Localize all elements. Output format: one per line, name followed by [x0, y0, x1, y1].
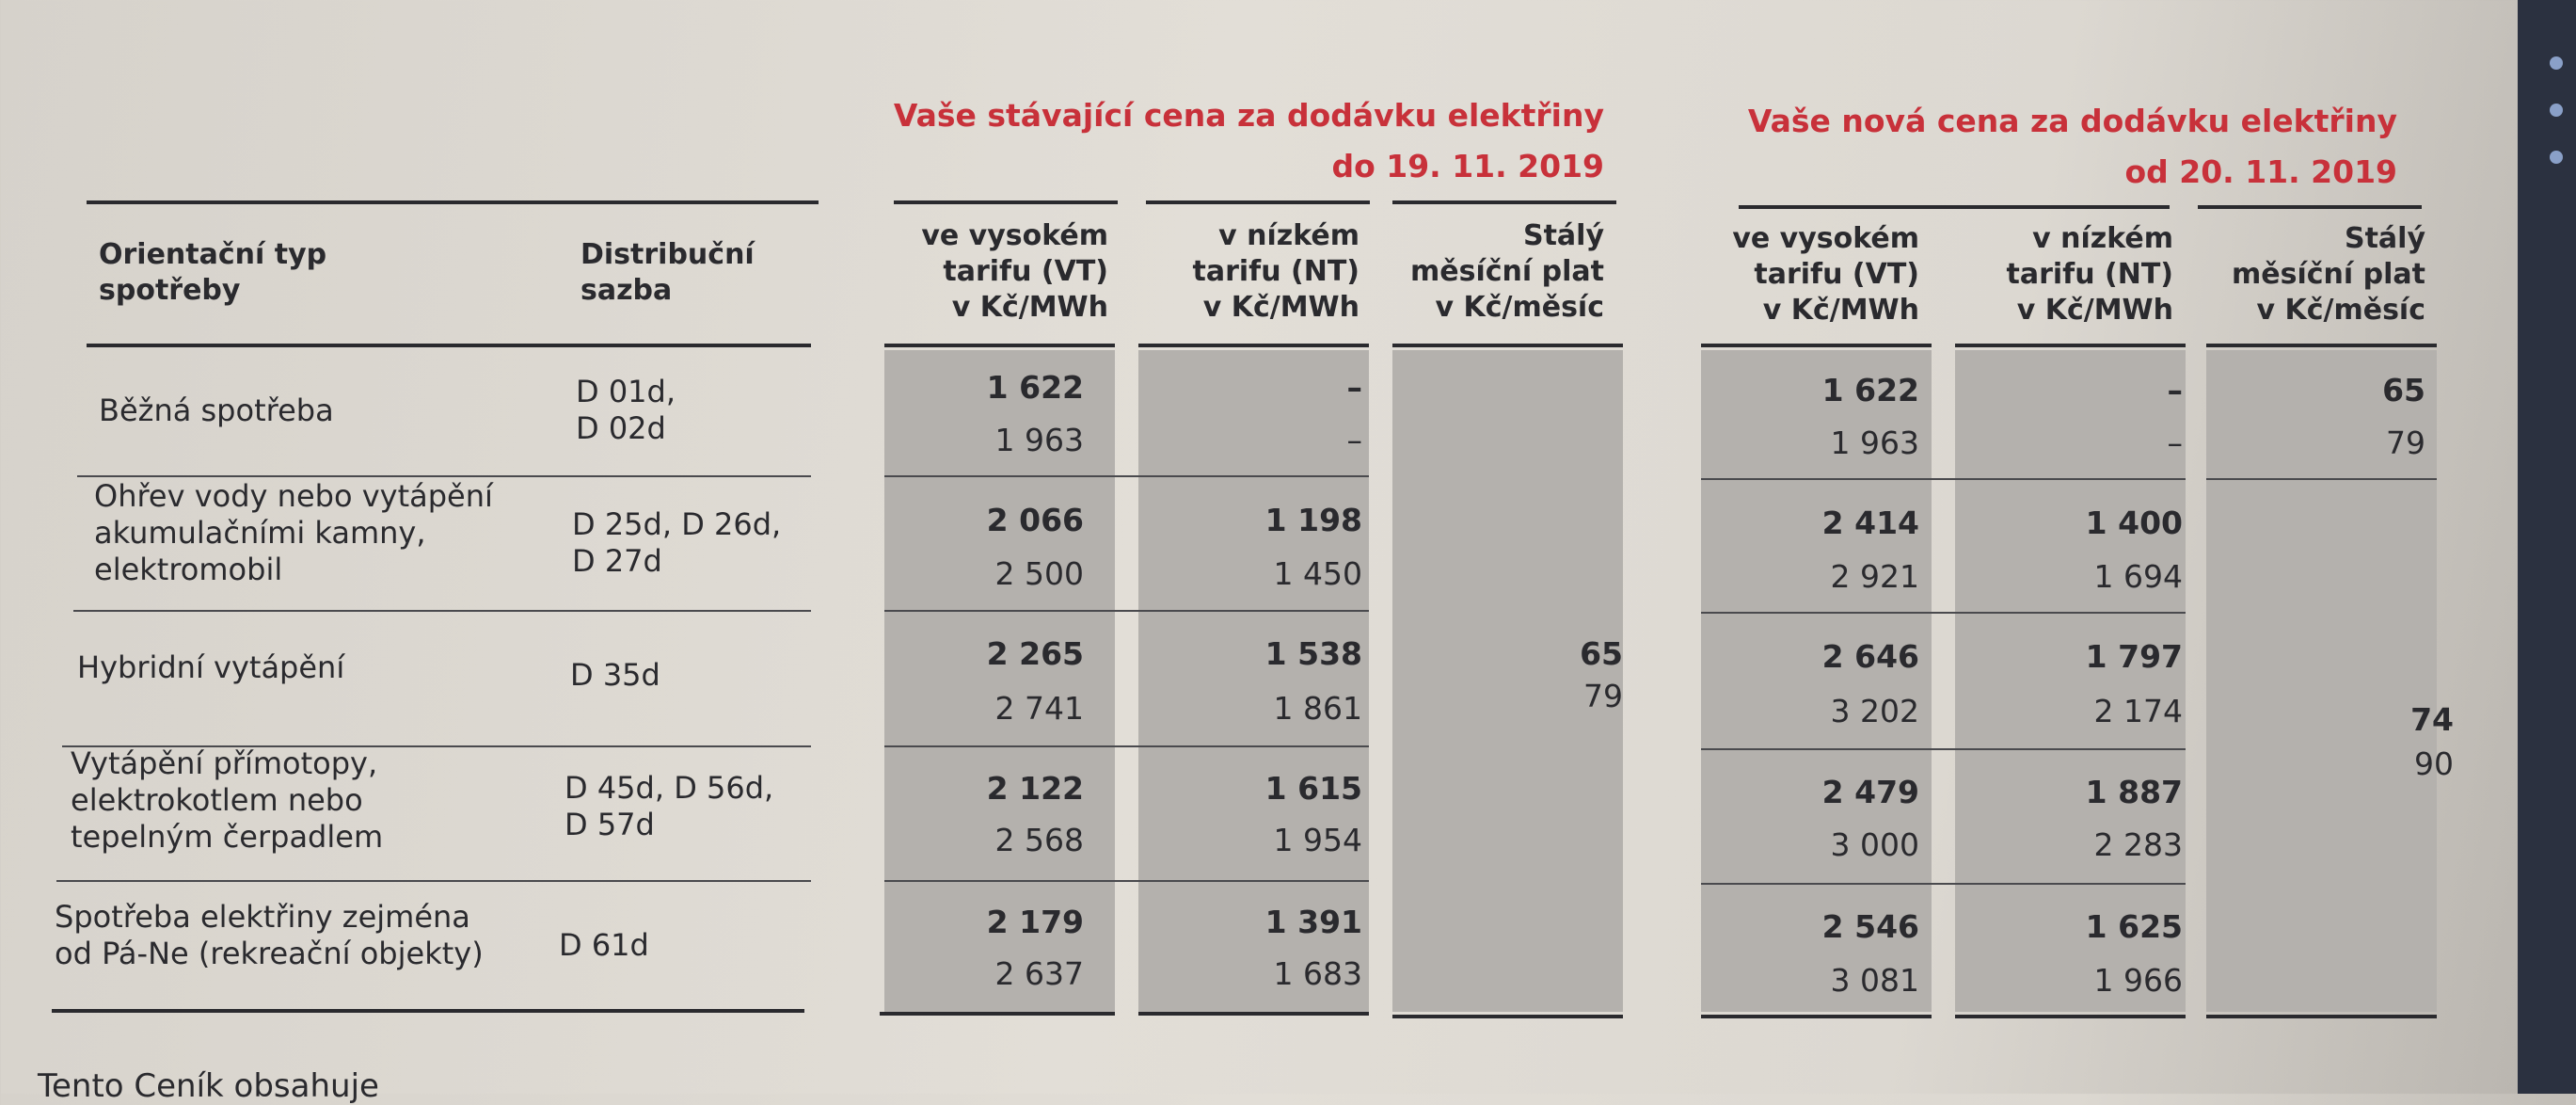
row-4-new-nt-1: 1 887: [2085, 774, 2183, 810]
row-1-new-fixed-1: 65: [2382, 372, 2425, 408]
bottom-rule: [880, 1012, 1115, 1016]
row-1-cur-vt-1: 1 622: [986, 369, 1084, 406]
bottom-rule: [52, 1009, 804, 1013]
column-header-new-nt: [1948, 221, 2173, 328]
row-separator: [1701, 748, 2186, 750]
row-separator: [1701, 612, 2186, 614]
header-line: v Kč/MWh: [2016, 294, 2173, 327]
row-4-new-vt-2: 3 000: [1830, 826, 1919, 863]
bottom-rule: [1392, 1015, 1623, 1018]
heading-line: od 20. 11. 2019: [2124, 153, 2397, 190]
row-1-cur-nt-1: –: [1346, 369, 1362, 406]
row-3-cur-vt-2: 2 741: [994, 690, 1084, 727]
column-header-rate: [580, 237, 755, 309]
row-2-rate: [572, 506, 781, 580]
row-2-cur-vt-2: 2 500: [994, 555, 1084, 592]
type-line: Hybridní vytápění: [77, 649, 345, 685]
row-separator: [884, 475, 1369, 477]
rate-line: D 27d: [572, 543, 662, 579]
header-line: Orientační typ: [99, 238, 327, 271]
header-line: Distribuční: [580, 238, 755, 271]
row-5-new-nt-2: 1 966: [2093, 962, 2183, 999]
row-2-cur-nt-1: 1 198: [1264, 502, 1362, 538]
rate-line: D 45d, D 56d,: [564, 770, 774, 806]
edge-dot: [2550, 56, 2563, 70]
top-rule: [1739, 205, 1963, 209]
row-separator: [1701, 478, 2186, 480]
type-line: Vytápění přímotopy,: [71, 745, 378, 781]
column-header-cur-fixed: [1378, 218, 1604, 326]
row-2-new-nt-2: 1 694: [2093, 558, 2183, 595]
header-line: spotřeby: [99, 274, 241, 307]
rate-line: D 35d: [570, 657, 660, 693]
cur-fixed-1: 65: [1580, 635, 1623, 672]
row-5-new-nt-1: 1 625: [2085, 908, 2183, 945]
row-3-type: [77, 649, 344, 686]
header-rule: [2206, 344, 2437, 347]
row-4-cur-vt-2: 2 568: [994, 822, 1084, 858]
header-line: v Kč/MWh: [1202, 291, 1360, 324]
row-separator: [2206, 478, 2437, 480]
header-line: v nízkém: [2032, 222, 2173, 255]
rate-line: D 25d, D 26d,: [572, 506, 782, 542]
header-rule: [884, 344, 1115, 347]
row-1-new-vt-2: 1 963: [1830, 424, 1919, 461]
row-1-new-vt-1: 1 622: [1821, 372, 1919, 408]
row-2-cur-vt-1: 2 066: [986, 502, 1084, 538]
bottom-rule: [2206, 1015, 2437, 1018]
row-2-new-nt-1: 1 400: [2085, 504, 2183, 541]
header-rule: [1138, 344, 1369, 347]
cur-fixed-2: 79: [1583, 678, 1623, 714]
new-price-heading: [1693, 96, 2397, 198]
header-line: měsíční plat: [2232, 258, 2425, 291]
top-rule: [894, 200, 1118, 204]
header-line: tarifu (VT): [943, 255, 1108, 288]
row-3-new-vt-1: 2 646: [1821, 638, 1919, 675]
row-separator: [73, 610, 811, 612]
top-rule: [1146, 200, 1370, 204]
row-4-cur-vt-1: 2 122: [986, 770, 1084, 807]
row-1-cur-nt-2: –: [1346, 422, 1362, 458]
bottom-rule: [1955, 1015, 2186, 1018]
row-3-rate: [570, 657, 660, 694]
header-line: v Kč/měsíc: [2256, 294, 2425, 327]
type-line: Spotřeba elektřiny zejména: [55, 899, 470, 935]
rate-line: D 01d,: [576, 374, 676, 409]
edge-dot: [2550, 151, 2563, 164]
top-rule: [2198, 205, 2422, 209]
column-header-cur-vt: [883, 218, 1108, 326]
row-5-new-vt-2: 3 081: [1830, 962, 1919, 999]
bottom-rule: [1701, 1015, 1932, 1018]
row-5-cur-nt-1: 1 391: [1264, 904, 1362, 940]
rate-line: D 61d: [559, 927, 649, 963]
row-separator: [1701, 883, 2186, 885]
row-3-cur-nt-2: 1 861: [1273, 690, 1362, 727]
heading-line: do 19. 11. 2019: [1331, 148, 1604, 184]
header-rule: [87, 344, 811, 347]
row-5-new-vt-1: 2 546: [1821, 908, 1919, 945]
rate-line: D 02d: [576, 410, 666, 446]
top-rule: [87, 200, 819, 204]
row-4-new-nt-2: 2 283: [2093, 826, 2183, 863]
row-5-cur-vt-2: 2 637: [994, 955, 1084, 992]
column-header-new-vt: [1693, 221, 1919, 328]
header-line: ve vysokém: [921, 219, 1108, 252]
type-line: tepelným čerpadlem: [71, 819, 384, 855]
header-line: v Kč/MWh: [1762, 294, 1919, 327]
footer-text: Tento Ceník obsahuje: [38, 1067, 379, 1105]
row-1-rate: [576, 374, 676, 447]
row-5-type: [55, 899, 484, 972]
top-rule: [1946, 205, 2170, 209]
row-1-cur-vt-2: 1 963: [994, 422, 1084, 458]
column-header-new-fixed: [2200, 221, 2425, 328]
edge-dot: [2550, 104, 2563, 117]
header-line: tarifu (NT): [2006, 258, 2173, 291]
page-edge: [2518, 0, 2576, 1094]
row-2-new-vt-1: 2 414: [1821, 504, 1919, 541]
top-rule: [1392, 200, 1616, 204]
row-1-new-nt-1: –: [2167, 372, 2183, 408]
row-4-new-vt-1: 2 479: [1821, 774, 1919, 810]
column-header-type: [99, 237, 326, 309]
header-line: tarifu (NT): [1192, 255, 1360, 288]
type-line: Ohřev vody nebo vytápění: [94, 478, 493, 514]
header-line: ve vysokém: [1732, 222, 1919, 255]
header-line: měsíční plat: [1410, 255, 1604, 288]
header-rule: [1701, 344, 1932, 347]
header-rule: [1392, 344, 1623, 347]
row-3-new-nt-1: 1 797: [2085, 638, 2183, 675]
row-1-type: [99, 392, 334, 429]
header-line: v Kč/MWh: [951, 291, 1108, 324]
current-price-heading: [847, 90, 1604, 192]
row-4-cur-nt-1: 1 615: [1264, 770, 1362, 807]
row-3-new-nt-2: 2 174: [2093, 693, 2183, 729]
new-fixed-1: 74: [2410, 701, 2454, 738]
row-5-cur-vt-1: 2 179: [986, 904, 1084, 940]
row-1-new-fixed-2: 79: [2386, 424, 2425, 461]
type-line: elektrokotlem nebo: [71, 782, 363, 818]
rate-line: D 57d: [564, 807, 655, 842]
row-4-rate: [564, 770, 773, 843]
column-header-cur-nt: [1134, 218, 1360, 326]
header-line: sazba: [580, 274, 673, 307]
type-line: elektromobil: [94, 552, 283, 587]
row-2-cur-nt-2: 1 450: [1273, 555, 1362, 592]
row-5-rate: [559, 927, 649, 964]
row-3-cur-vt-1: 2 265: [986, 635, 1084, 672]
row-1-new-nt-2: –: [2167, 424, 2183, 461]
row-2-type: [94, 478, 493, 588]
row-3-cur-nt-1: 1 538: [1264, 635, 1362, 672]
type-line: Běžná spotřeba: [99, 392, 334, 428]
type-line: akumulačními kamny,: [94, 515, 426, 551]
row-separator: [884, 880, 1369, 882]
row-2-new-vt-2: 2 921: [1830, 558, 1919, 595]
header-line: tarifu (VT): [1754, 258, 1919, 291]
row-separator: [884, 745, 1369, 747]
row-separator: [884, 610, 1369, 612]
row-5-cur-nt-2: 1 683: [1273, 955, 1362, 992]
heading-line: Vaše nová cena za dodávku elektřiny: [1747, 103, 2397, 139]
row-separator: [77, 475, 811, 477]
header-rule: [1955, 344, 2186, 347]
bottom-rule: [1138, 1012, 1369, 1016]
row-4-type: [71, 745, 383, 856]
new-fixed-2: 90: [2414, 745, 2454, 782]
header-line: v Kč/měsíc: [1435, 291, 1604, 324]
row-separator: [56, 880, 811, 882]
header-line: Stálý: [1522, 219, 1604, 252]
row-3-new-vt-2: 3 202: [1830, 693, 1919, 729]
type-line: od Pá-Ne (rekreační objekty): [55, 936, 484, 971]
row-4-cur-nt-2: 1 954: [1273, 822, 1362, 858]
header-line: v nízkém: [1218, 219, 1360, 252]
heading-line: Vaše stávající cena za dodávku elektřiny: [893, 97, 1604, 134]
header-line: Stálý: [2344, 222, 2425, 255]
